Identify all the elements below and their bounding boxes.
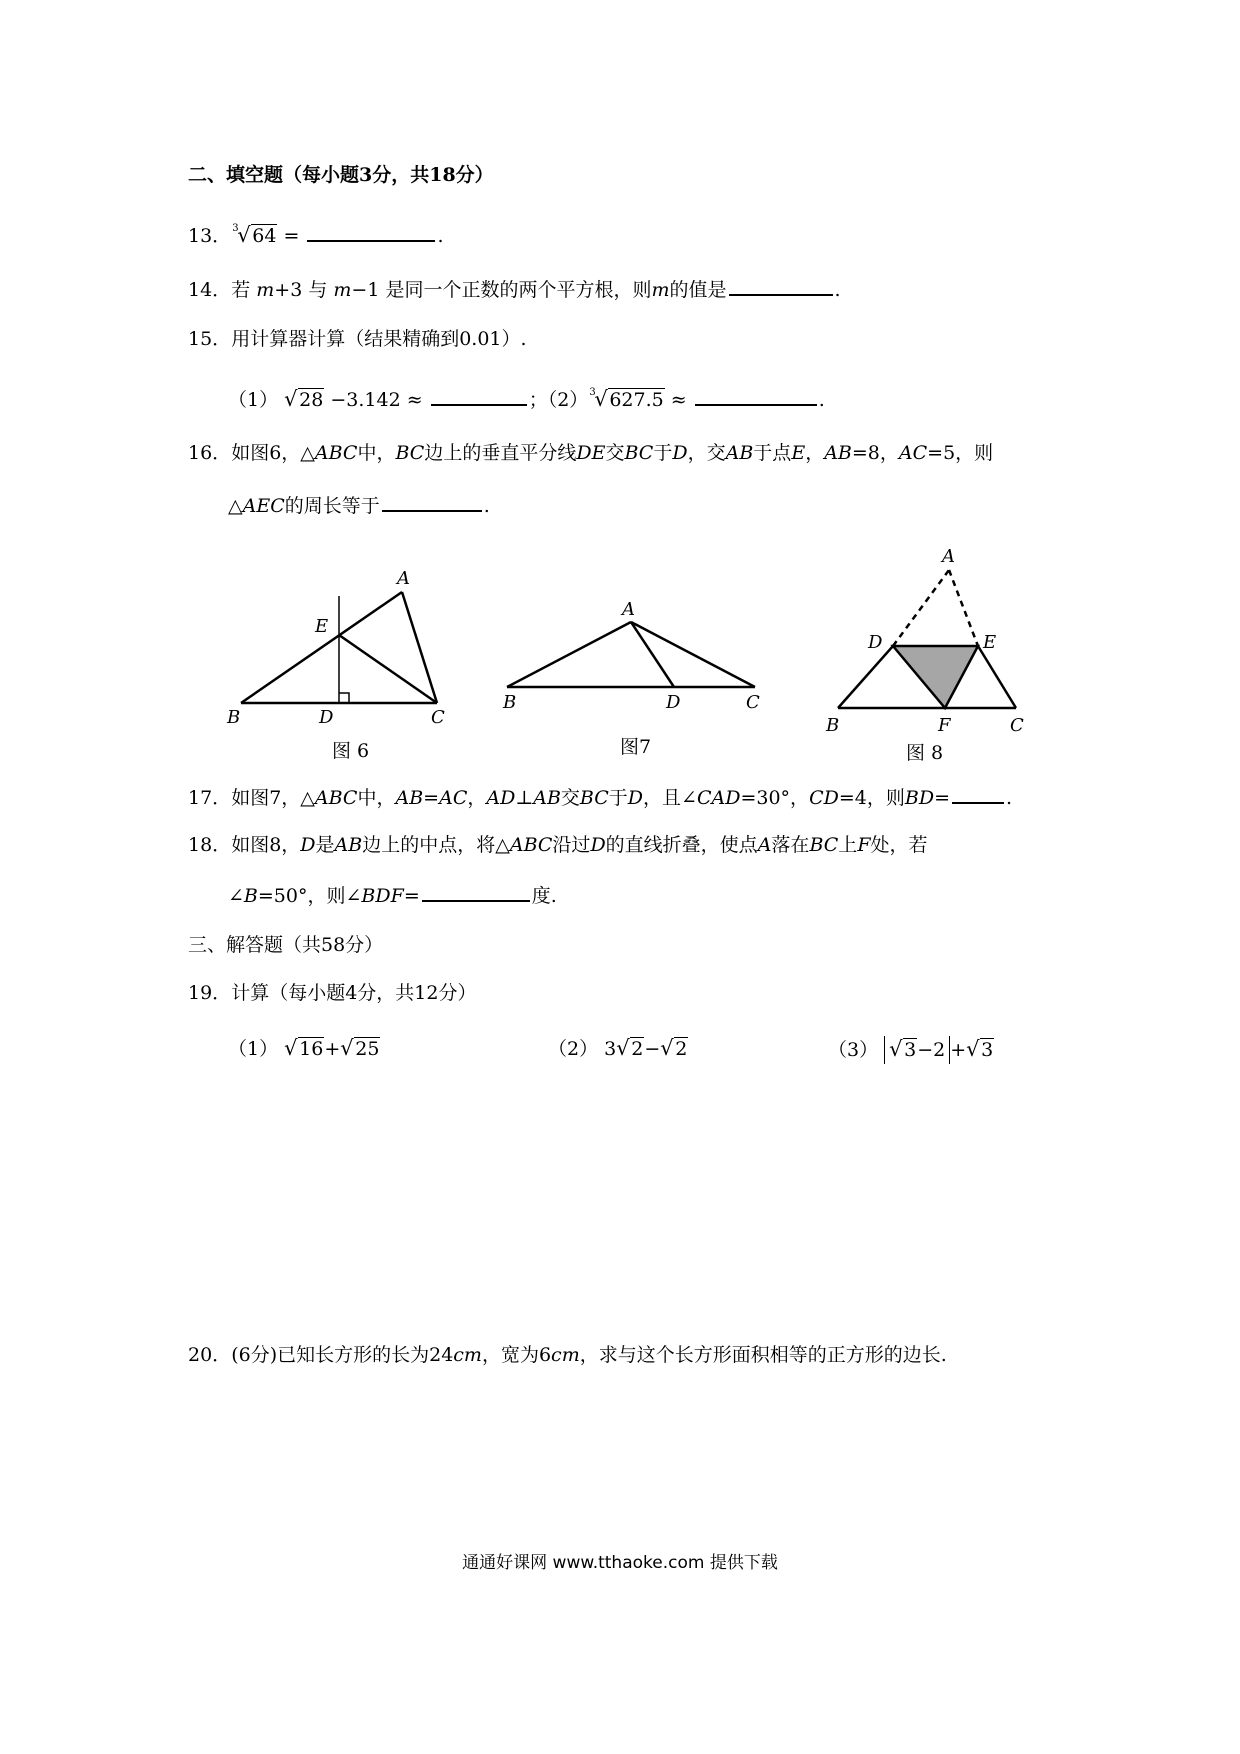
answer-blank-1[interactable] <box>431 386 527 406</box>
question-19-part-3 <box>828 1036 994 1064</box>
text: 于点 <box>753 442 792 464</box>
figure-6 <box>225 560 465 730</box>
unit: cm <box>453 1344 482 1366</box>
operator: + <box>324 1038 341 1060</box>
part-label: （2） <box>548 1038 599 1060</box>
segment-ec <box>339 635 437 703</box>
figure-7 <box>495 595 775 715</box>
unit: cm <box>551 1344 580 1366</box>
segment-ac <box>631 622 755 687</box>
right-angle-mark <box>339 693 349 703</box>
variable: m <box>333 279 352 301</box>
segment-ba <box>507 622 631 687</box>
variable: E <box>791 442 806 464</box>
root-index: 3 <box>589 387 596 398</box>
radicand: 3 <box>904 1039 917 1061</box>
question-number: 13． <box>188 225 232 247</box>
variable: ABC <box>314 442 358 464</box>
text: 上 <box>838 834 858 856</box>
answer-blank[interactable] <box>307 222 435 242</box>
variable: D <box>300 834 316 856</box>
label-d: D <box>319 707 334 728</box>
section-2-title: 二、填空题（每小题3分，共18分） <box>188 164 494 186</box>
question-text: 用计算器计算（结果精确到0.01）. <box>231 328 527 350</box>
variable: CAD <box>696 787 741 809</box>
square-root-3: √ 3 <box>889 1037 917 1061</box>
text: 边上的中点，将△ <box>362 834 510 856</box>
variable: AB <box>725 442 754 464</box>
figure-8 <box>818 548 1058 738</box>
variable: AC <box>439 787 468 809</box>
question-19-part-1 <box>228 1036 380 1062</box>
answer-blank[interactable] <box>729 276 833 296</box>
text: =5，则 <box>927 442 994 464</box>
variable: DE <box>576 442 606 464</box>
variable: m <box>256 279 275 301</box>
answer-blank-2[interactable] <box>695 386 817 406</box>
variable: AB <box>334 834 363 856</box>
label-c: C <box>431 707 445 728</box>
question-number: 17． <box>188 787 232 809</box>
variable: B <box>243 885 258 907</box>
cube-root-64: 3 √ 64 <box>237 223 277 249</box>
radicand: 2 <box>631 1038 644 1060</box>
operator: − <box>644 1038 661 1060</box>
text: 如图7，△ <box>231 787 315 809</box>
square-root-16: √ 16 <box>284 1036 324 1060</box>
question-17 <box>188 784 1012 811</box>
question-15-parts <box>228 386 825 413</box>
question-16-line-2 <box>228 492 490 519</box>
period: . <box>818 389 825 411</box>
text: = <box>403 885 420 907</box>
radicand: 3 <box>981 1039 994 1061</box>
variable: BC <box>579 787 609 809</box>
square-root-25: √ 25 <box>340 1036 380 1060</box>
question-number: 16． <box>188 442 232 464</box>
section-3-title: 三、解答题（共58分） <box>188 934 384 956</box>
label-a: A <box>397 568 410 589</box>
text: =4，则 <box>838 787 905 809</box>
minus-two: −2 <box>917 1039 946 1061</box>
radicand: 64 <box>252 225 277 247</box>
text: ， <box>467 787 487 809</box>
answer-blank[interactable] <box>422 882 530 902</box>
label-b: B <box>826 715 840 736</box>
label-e: E <box>983 632 997 653</box>
text: ，交 <box>687 442 726 464</box>
text: ，且∠ <box>643 787 697 809</box>
variable: D <box>590 834 606 856</box>
question-20 <box>188 1342 947 1368</box>
answer-blank[interactable] <box>382 492 482 512</box>
question-13 <box>188 222 443 249</box>
figure-8-caption: 图 8 <box>906 742 944 764</box>
text: ⊥ <box>515 787 534 809</box>
variable: AEC <box>242 495 285 517</box>
radicand: 16 <box>299 1038 324 1060</box>
operator: + <box>950 1039 967 1061</box>
text: ， <box>805 442 825 464</box>
variable: D <box>672 442 688 464</box>
question-text: 计算（每小题4分，共12分） <box>231 982 477 1004</box>
square-root-2: √ 2 <box>616 1036 644 1060</box>
label-b: B <box>503 692 517 713</box>
square-root-28: √ 28 <box>284 387 324 411</box>
question-14 <box>188 276 841 303</box>
radicand: 627.5 <box>609 389 664 411</box>
label-e: E <box>315 616 329 637</box>
square-root-3-b: √ 3 <box>966 1037 994 1061</box>
label-f: F <box>938 715 951 736</box>
shaded-triangle-def <box>893 646 978 708</box>
variable: BC <box>624 442 654 464</box>
expression-rest: −3.142 ≈ <box>330 389 423 411</box>
text: 沿过 <box>552 834 591 856</box>
variable: BD <box>904 787 935 809</box>
question-number: 19． <box>188 982 232 1004</box>
figure-6-caption: 图 6 <box>332 740 370 762</box>
variable: AB <box>395 787 424 809</box>
radicand: 28 <box>299 389 324 411</box>
text: =50°，则∠ <box>257 885 362 907</box>
absolute-value <box>884 1036 950 1064</box>
period: . <box>437 225 444 247</box>
text: 交 <box>560 787 580 809</box>
equals-sign: = <box>283 225 300 247</box>
label-a: A <box>942 548 955 567</box>
text: 中， <box>357 787 396 809</box>
dashed-segment-da <box>893 570 949 646</box>
question-number: 18． <box>188 834 232 856</box>
variable: CD <box>809 787 839 809</box>
text: = <box>934 787 950 809</box>
text: ∠ <box>228 885 244 907</box>
coefficient: 3 <box>604 1038 617 1060</box>
unit-text: 度. <box>531 885 557 907</box>
text: 如图8， <box>231 834 301 856</box>
segment-ad <box>631 622 674 687</box>
text: 中， <box>357 442 396 464</box>
variable: ABC <box>509 834 553 856</box>
text: 的直线折叠，使点 <box>605 834 758 856</box>
variable: BDF <box>361 885 404 907</box>
page-footer: 通通好课网 www.tthaoke.com 提供下载 <box>462 1553 778 1573</box>
variable: BC <box>809 834 839 856</box>
text: 落在 <box>771 834 810 856</box>
text: 的值是 <box>669 279 727 301</box>
root-index: 3 <box>232 223 239 234</box>
question-number: 14． <box>188 279 232 301</box>
text: +3 与 <box>274 279 328 301</box>
text: (6分)已知长方形的长为24 <box>231 1344 454 1366</box>
variable: AC <box>898 442 928 464</box>
text: −1 是同一个正数的两个平方根，则 <box>351 279 652 301</box>
segment-ec <box>978 646 1016 708</box>
part-label: （1） <box>228 1038 279 1060</box>
text: 是 <box>315 834 335 856</box>
question-16 <box>188 440 993 466</box>
dashed-segment-ae <box>949 570 978 646</box>
text: =30°， <box>740 787 810 809</box>
text: △ <box>228 495 243 517</box>
text: 于 <box>653 442 673 464</box>
period: . <box>1005 787 1013 809</box>
question-number: 15． <box>188 328 232 350</box>
radicand: 2 <box>675 1038 688 1060</box>
text: 交 <box>605 442 625 464</box>
variable: AB <box>824 442 852 464</box>
text: 若 <box>231 279 251 301</box>
label-a: A <box>622 599 635 620</box>
question-15 <box>188 326 527 352</box>
variable: A <box>757 834 772 856</box>
label-c: C <box>1010 715 1024 736</box>
part-label: （3） <box>828 1039 879 1061</box>
label-d: D <box>868 632 883 653</box>
figure-7-caption: 图7 <box>620 736 652 758</box>
text: 如图6，△ <box>231 442 315 464</box>
segment-ac <box>402 592 437 703</box>
text: = <box>423 787 440 809</box>
variable: F <box>857 834 871 856</box>
text: ，宽为6 <box>481 1344 552 1366</box>
cube-root-627-5: 3 √ 627.5 <box>594 387 664 413</box>
question-19-part-2 <box>548 1036 688 1062</box>
radicand: 25 <box>355 1038 380 1060</box>
text: =8， <box>851 442 899 464</box>
text: ，求与这个长方形面积相等的正方形的边长. <box>579 1344 947 1366</box>
label-c: C <box>746 692 760 713</box>
label-d: D <box>666 692 681 713</box>
question-number: 20． <box>188 1344 232 1366</box>
text: 处，若 <box>870 834 928 856</box>
question-19 <box>188 980 476 1006</box>
answer-blank[interactable] <box>952 784 1004 804</box>
separator: ；（2） <box>528 389 589 411</box>
question-18 <box>188 832 928 858</box>
text: 于 <box>608 787 628 809</box>
approx-sign: ≈ <box>670 389 687 411</box>
text: 的周长等于 <box>284 495 380 517</box>
period: . <box>834 279 841 301</box>
text: 边上的垂直平分线 <box>424 442 577 464</box>
variable: AB <box>533 787 561 809</box>
variable: D <box>627 787 644 809</box>
variable: m <box>651 279 670 301</box>
segment-ba <box>241 592 402 703</box>
period: . <box>483 495 490 517</box>
variable: ABC <box>314 787 358 809</box>
question-18-line-2 <box>228 882 557 909</box>
label-b: B <box>227 707 241 728</box>
segment-bd <box>838 646 893 708</box>
part-label: （1） <box>228 389 279 411</box>
variable: BC <box>395 442 425 464</box>
square-root-2-b: √ 2 <box>660 1036 688 1060</box>
variable: AD <box>486 787 516 809</box>
